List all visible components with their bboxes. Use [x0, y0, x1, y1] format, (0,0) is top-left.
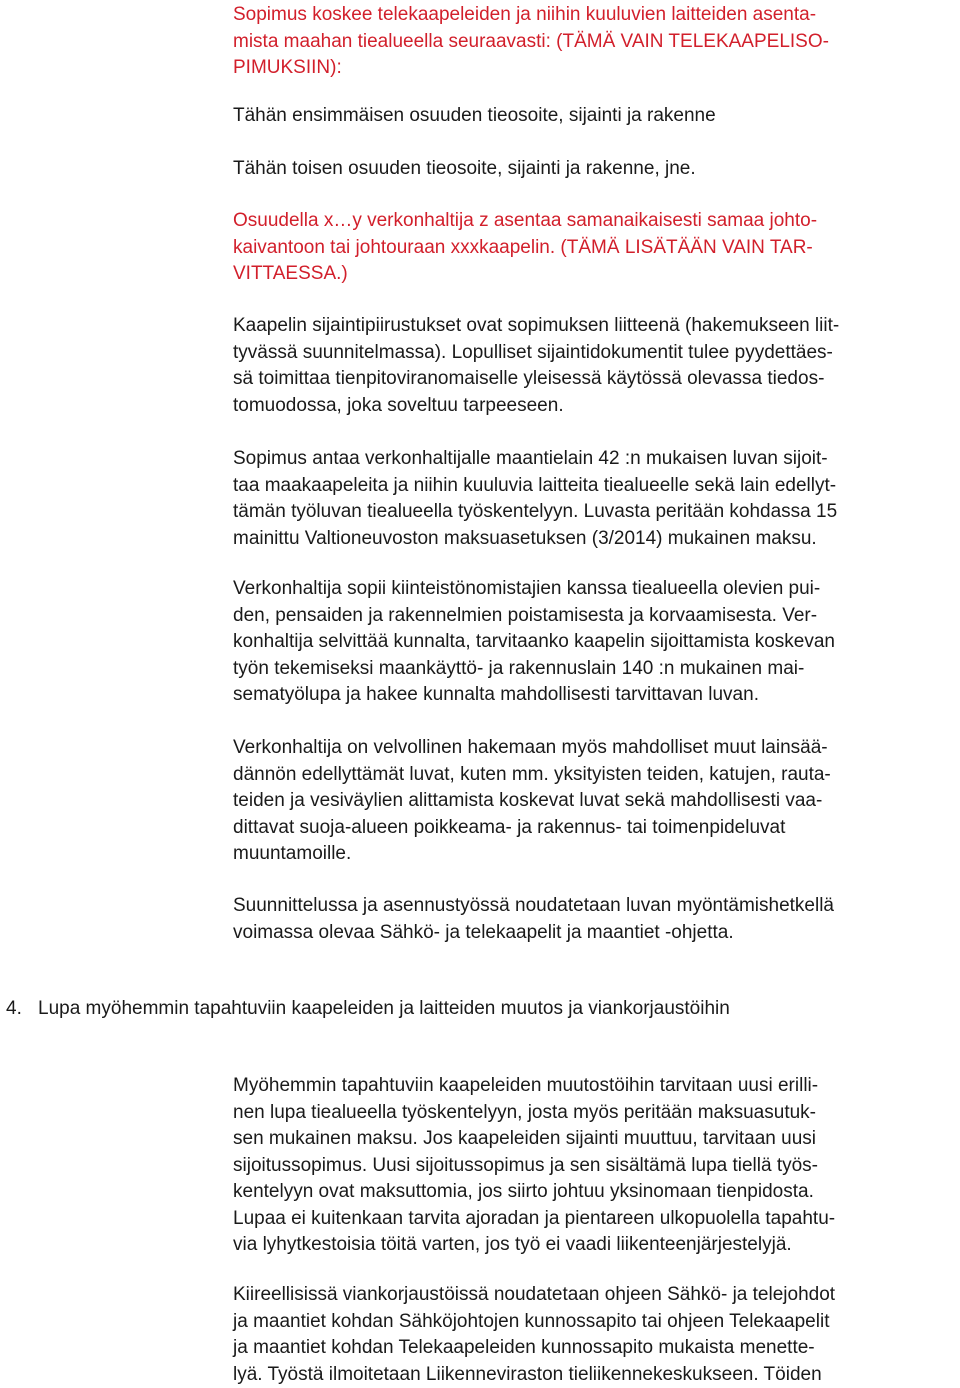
paragraph-guidelines: Suunnittelussa ja asennustyössä noudatetaan luvan myöntämishetkellä voimassa olevaa Sähkö- ja telekaapelit ja maantiet -ohjetta.	[233, 895, 834, 943]
paragraph-agreement-scope: Sopimus koskee telekaapeleiden ja niihin kuuluvien laitteiden asenta- mista maahan tiealueella seuraavasti: (TÄMÄ VAIN TELEKAAPELISO- PIMUKSIIN):	[233, 4, 829, 78]
paragraph-location-drawings: Kaapelin sijaintipiirustukset ovat sopimuksen liitteenä (hakemukseen liit- tyvässä suunnitelmassa). Lopulliset sijaintidokumentit tulee pyydettäes- sä toimittaa tienpitoviranomaiselle yleisessä käytössä olevassa tiedos- tomuodossa, joka soveltuu tarpeeseen.	[233, 315, 840, 416]
paragraph-second-section: Tähän toisen osuuden tieosoite, sijainti ja rakenne, jne.	[233, 158, 696, 179]
paragraph-property-owners: Verkonhaltija sopii kiinteistönomistajien kanssa tiealueella olevien pui- den, pensaiden ja rakennelmien poistamisesta ja korvaamisesta. Ver- konhaltija selvittää kunnalta, tarvitaanko kaapelin sijoittamista koskevan työn tekemiseksi maankäyttö- ja rakennuslain 140 :n mukainen mai- sematyölupa ja hakee kunnalta mahdollisesti tarvittavan luvan.	[233, 578, 835, 705]
paragraph-permit-grant: Sopimus antaa verkonhaltijalle maantielain 42 :n mukaisen luvan sijoit- taa maakaapeleita ja niihin kuuluvia laitteita tiealueelle sekä lain edellyt- tämän työluvan tiealueella työskentelyyn. Luvasta peritään kohdassa 15 mainittu Valtioneuvoston maksuasetuksen (3/2014) mukainen maksu.	[233, 448, 838, 549]
section-number: 4.	[6, 998, 22, 1019]
paragraph-other-permits: Verkonhaltija on velvollinen hakemaan myös mahdolliset muut lainsää- dännön edellyttämät luvat, kuten mm. yksityisten teiden, katujen, rauta- teiden ja vesiväylien alittamista koskevat luvat sekä mahdollisesti vaa- dittavat suoja-alueen poikkeama- ja rakennus- tai toimenpideluvat muuntamoille.	[233, 737, 831, 864]
paragraph-first-section: Tähän ensimmäisen osuuden tieosoite, sijainti ja rakenne	[233, 105, 716, 126]
paragraph-joint-installation: Osuudella x…y verkonhaltija z asentaa samanaikaisesti samaa johto- kaivantoon tai johtouraan xxxkaapelin. (TÄMÄ LISÄTÄÄN VAIN TAR- VITTAESSA.)	[233, 210, 818, 284]
paragraph-urgent-repairs: Kiireellisissä viankorjaustöissä noudatetaan ohjeen Sähkö- ja telejohdot ja maantiet kohdan Sähköjohtojen kunnossapito tai ohjeen Telekaapelit ja maantiet kohdan Telekaapeleiden kunnossapito mukaista menette- lyä. Työstä ilmoitetaan Liikenneviraston tieliikennekeskukseen. Töiden	[233, 1284, 836, 1385]
paragraph-later-changes: Myöhemmin tapahtuviin kaapeleiden muutostöihin tarvitaan uusi erilli- nen lupa tiealueella työskentelyyn, josta myös peritään maksuasutuk- sen mukainen maksu. Jos kaapeleiden sijainti muuttuu, tarvitaan uusi sijoitussopimus. Uusi sijoitussopimus ja sen sisältämä lupa tiellä työs- kentelyyn ovat maksuttomia, jos siirto johtuu yksinomaan tienpidosta. Lupaa ei kuitenkaan tarvita ajoradan ja pientareen ulkopuolella tapahtu- via lyhytkestoisia töitä varten, jos työ ei vaadi liikenteenjärjestelyjä.	[233, 1075, 836, 1255]
section-heading-4	[6, 996, 730, 1022]
section-title: Lupa myöhemmin tapahtuviin kaapeleiden ja laitteiden muutos ja viankorjaustöihin	[38, 998, 730, 1019]
